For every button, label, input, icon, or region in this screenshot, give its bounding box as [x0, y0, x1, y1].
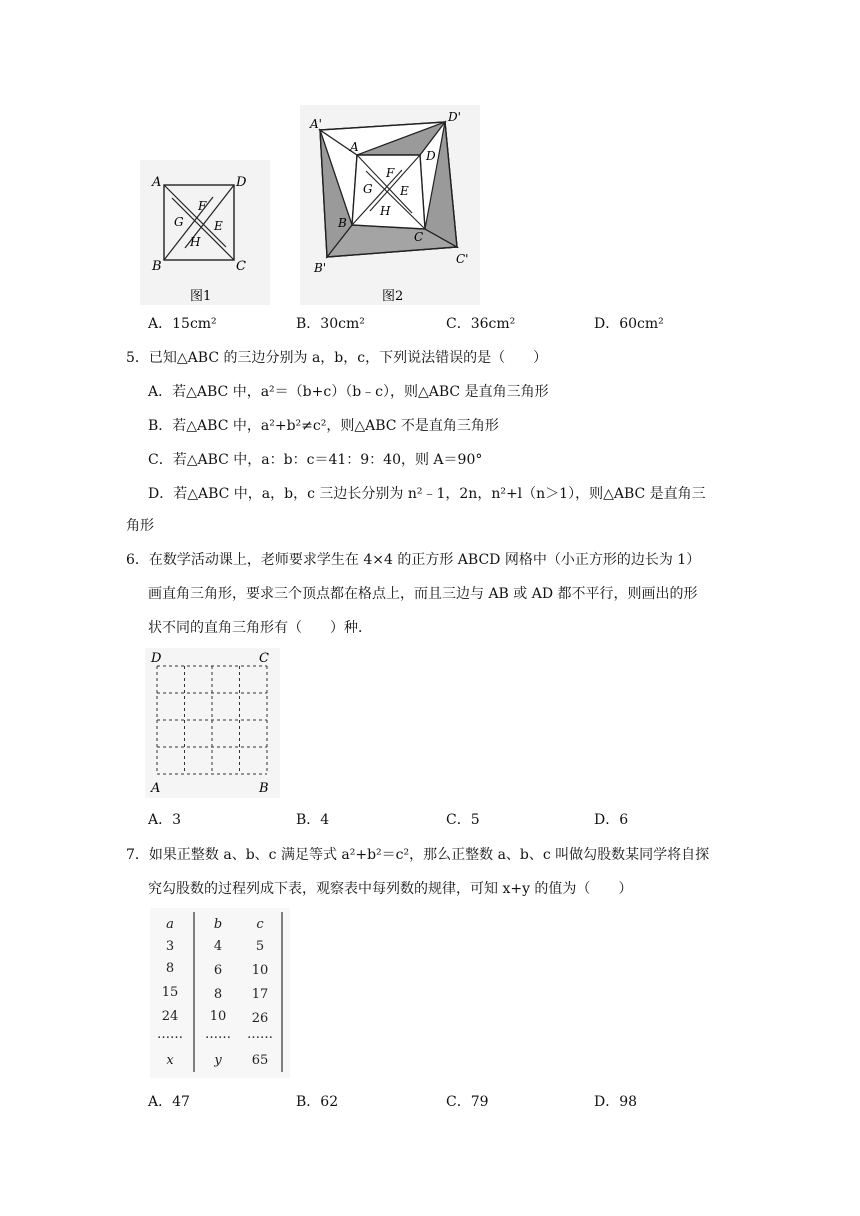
- table-header-a: a: [166, 917, 174, 932]
- fig2-caption: 图2: [382, 289, 404, 304]
- fig1-label-f: F: [198, 199, 207, 213]
- option-letter: C．: [446, 812, 471, 828]
- fig2-label-e: E: [400, 184, 409, 198]
- grid-label-b: B: [259, 781, 269, 796]
- fig2-label-g: G: [363, 182, 373, 196]
- fig2-label-b: B: [338, 216, 347, 230]
- fig1-caption: 图1: [190, 289, 212, 304]
- table-header-b: b: [213, 917, 223, 932]
- option-text: 4: [320, 812, 330, 828]
- table-cell: ……: [247, 1027, 273, 1042]
- q6-option-b[interactable]: [296, 810, 329, 830]
- table-cell: ……: [205, 1027, 231, 1042]
- fig1-label-c: C: [236, 259, 246, 274]
- fig2-label-a: A: [350, 140, 359, 154]
- option-text: 5: [470, 812, 480, 828]
- fig1-label-b: B: [152, 259, 162, 274]
- option-text: 36cm²: [470, 316, 516, 332]
- fig2-label-d-prime: D': [448, 110, 461, 124]
- q4-option-b[interactable]: [296, 314, 365, 334]
- table-cell: 10: [209, 1009, 227, 1024]
- table-cell: 4: [213, 939, 223, 954]
- q7-stem-line1: 7．如果正整数 a、b、c 满足等式 a²+b²＝c²，那么正整数 a、b、c 叫做勾股数某同学将自探: [126, 847, 710, 863]
- q7-table-figure: [150, 908, 290, 1078]
- table-cell: x: [166, 1053, 174, 1068]
- table-cell: 17: [251, 987, 269, 1002]
- grid-label-a: A: [151, 781, 161, 796]
- table-cell: 26: [251, 1011, 269, 1026]
- q6-stem-line2: 画直角三角形，要求三个顶点都在格点上，而且三边与 AB 或 AD 都不平行，则画出的形: [148, 586, 698, 602]
- option-letter: D．: [594, 1094, 620, 1110]
- table-cell: ……: [157, 1027, 183, 1042]
- q7-option-b[interactable]: [296, 1092, 338, 1112]
- option-text: 15cm²: [172, 316, 217, 332]
- table-cell: y: [214, 1053, 222, 1068]
- table-cell: 5: [255, 939, 265, 954]
- fig1-label-e: E: [214, 219, 223, 233]
- option-text: 30cm²: [320, 316, 365, 332]
- q6-grid-figure: [145, 648, 280, 798]
- option-letter: D．: [594, 316, 620, 332]
- table-cell: 8: [165, 961, 175, 976]
- option-letter: B．: [296, 1094, 321, 1110]
- option-text: 79: [470, 1094, 489, 1110]
- table-cell: 8: [213, 987, 223, 1002]
- fig1-label-h: H: [190, 235, 201, 249]
- q7-option-d[interactable]: [594, 1092, 637, 1112]
- q5-option-d[interactable]: D．若△ABC 中，a，b，c 三边长分别为 n²﹣1，2n，n²+l（n＞1），则△ABC 是直角三: [148, 486, 706, 502]
- q4-option-d[interactable]: [594, 314, 664, 334]
- fig1-label-g: G: [174, 215, 184, 229]
- option-letter: A．: [148, 1094, 173, 1110]
- option-text: 47: [172, 1094, 190, 1110]
- option-letter: D．: [594, 812, 620, 828]
- q6-option-d[interactable]: [594, 810, 628, 830]
- table-cell: 6: [213, 963, 223, 978]
- fig2-label-b-prime: B': [314, 261, 327, 275]
- table-cell: 3: [165, 939, 175, 954]
- q6-option-a[interactable]: [148, 810, 181, 830]
- q5-option-c[interactable]: C．若△ABC 中，a：b：c＝41：9：40，则 A＝90°: [148, 452, 483, 468]
- figure-2: [300, 105, 480, 305]
- option-letter: A．: [148, 812, 173, 828]
- table-cell: 15: [161, 985, 179, 1000]
- fig2-label-h: H: [380, 204, 391, 218]
- q6-option-c[interactable]: [446, 810, 480, 830]
- fig1-label-d: D: [236, 175, 247, 190]
- grid-label-d: D: [151, 651, 162, 666]
- figure-1: [140, 160, 270, 305]
- option-text: 6: [619, 812, 629, 828]
- table-header-c: c: [256, 917, 264, 932]
- q7-option-a[interactable]: [148, 1092, 190, 1112]
- q6-stem-line1: 6．在数学活动课上，老师要求学生在 4×4 的正方形 ABCD 网格中（小正方形的边长为 1）: [126, 552, 701, 568]
- q5-option-a[interactable]: A．若△ABC 中，a²＝（b+c）（b﹣c），则△ABC 是直角三角形: [148, 384, 549, 400]
- q7-option-c[interactable]: [446, 1092, 489, 1112]
- fig2-label-f: F: [386, 166, 395, 180]
- option-letter: C．: [446, 316, 471, 332]
- fig1-label-a: A: [152, 175, 162, 190]
- q4-option-c[interactable]: [446, 314, 515, 334]
- fig2-label-a-prime: A': [310, 117, 322, 131]
- q5-option-d-continued: 角形: [126, 518, 154, 534]
- table-cell: 10: [251, 963, 269, 978]
- option-letter: B．: [296, 812, 321, 828]
- option-text: 98: [619, 1094, 638, 1110]
- option-letter: B．: [296, 316, 321, 332]
- fig2-label-d: D: [426, 149, 436, 163]
- table-cell: 65: [251, 1053, 269, 1068]
- q4-option-a[interactable]: [148, 314, 217, 334]
- q6-stem-line3: 状不同的直角三角形有（ ）种．: [148, 620, 372, 636]
- option-text: 62: [320, 1094, 339, 1110]
- fig2-label-c-prime: C': [456, 252, 469, 266]
- table-cell: 24: [161, 1009, 179, 1024]
- q5-stem: 5．已知△ABC 的三边分别为 a，b，c，下列说法错误的是（ ）: [126, 350, 548, 366]
- grid-label-c: C: [259, 651, 269, 666]
- q7-stem-line2: 究勾股数的过程列成下表，观察表中每列数的规律，可知 x+y 的值为（ ）: [148, 881, 633, 897]
- fig2-label-c: C: [414, 230, 424, 244]
- option-text: 3: [172, 812, 182, 828]
- q5-option-b[interactable]: B．若△ABC 中，a²+b²≠c²，则△ABC 不是直角三角形: [148, 418, 499, 434]
- option-letter: A．: [148, 316, 173, 332]
- option-letter: C．: [446, 1094, 471, 1110]
- option-text: 60cm²: [619, 316, 664, 332]
